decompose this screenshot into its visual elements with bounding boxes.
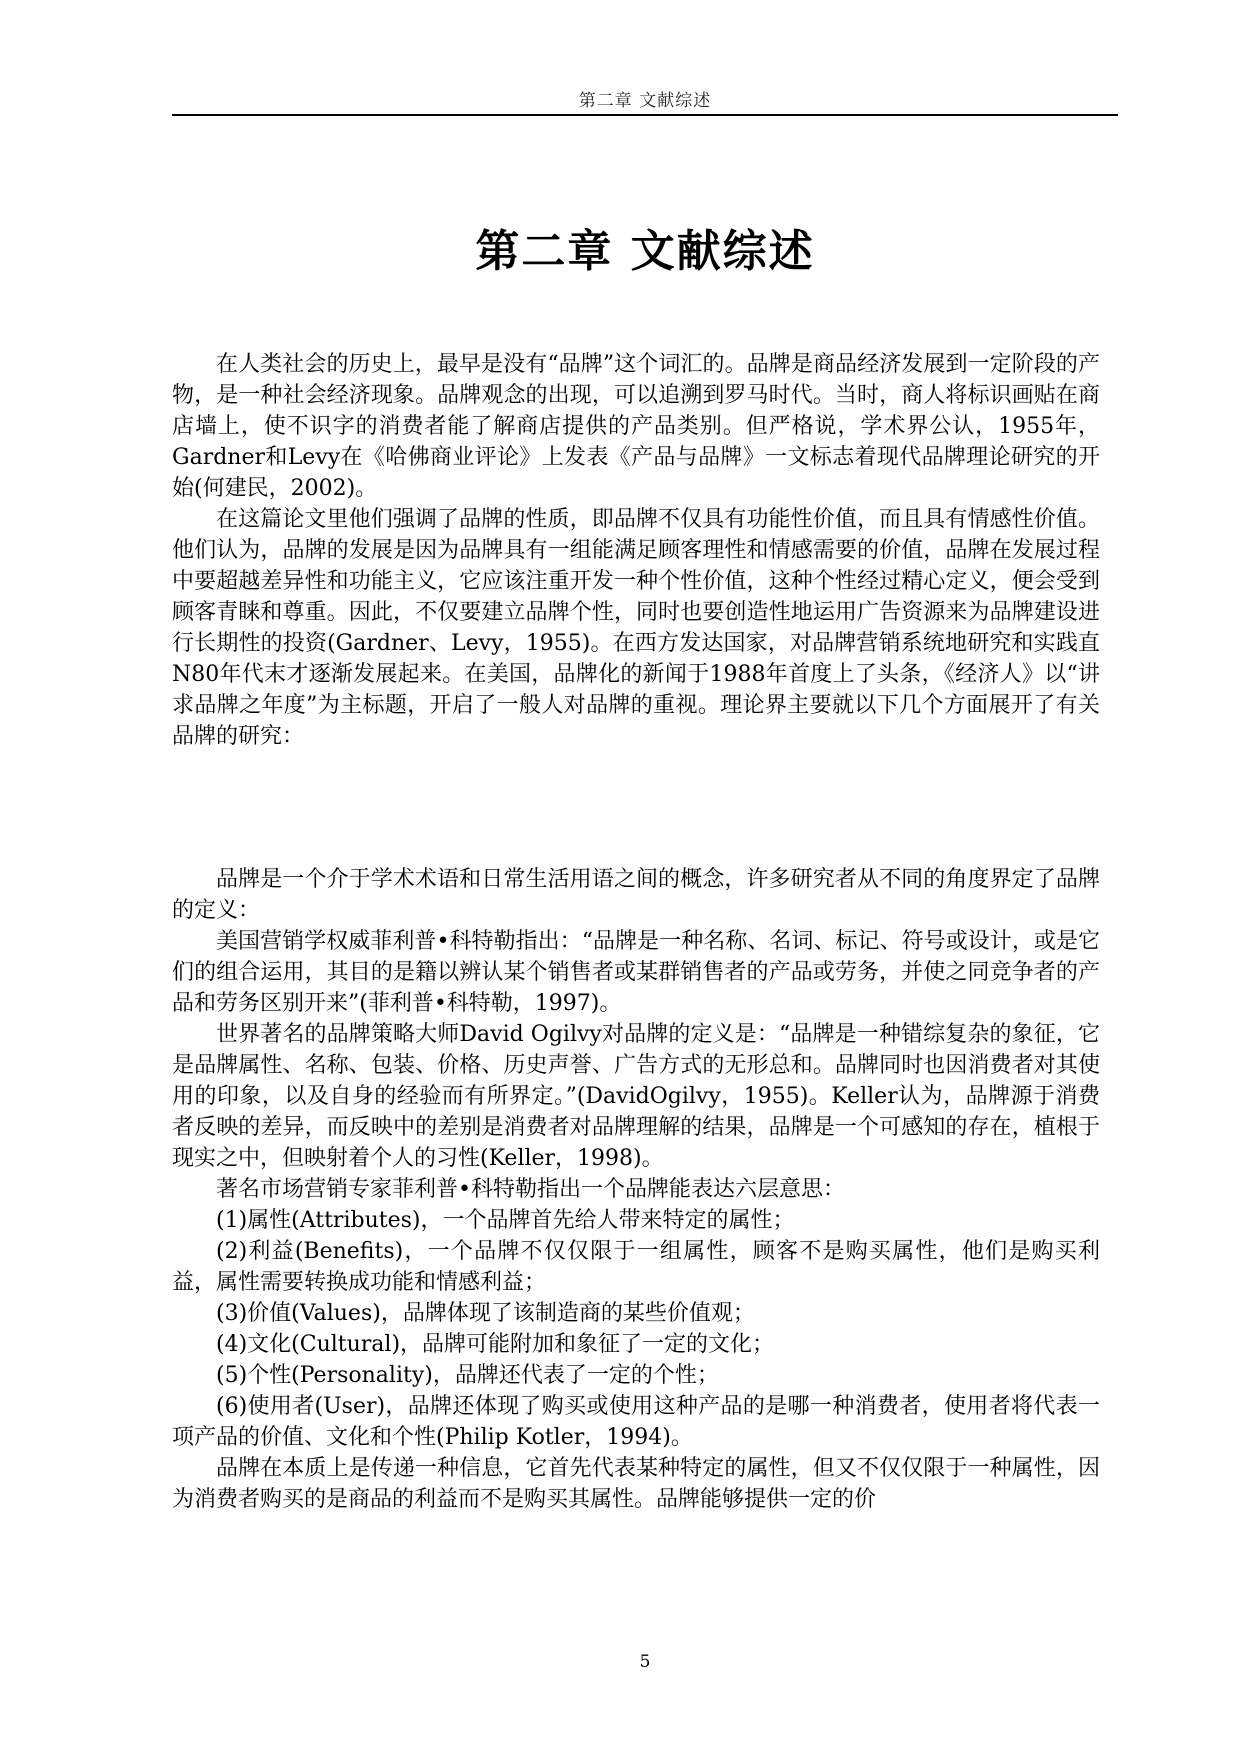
paragraph: 世界著名的品牌策略大师David Ogilvy对品牌的定义是：“品牌是一种错综复杂的象征，它是品牌属性、名称、包装、价格、历史声誉、广告方式的无形总和。品牌同时也因消费者对其使用的印象，以及自身的经验而有所界定。”(DavidOgilvy，1955)。Keller认为，品牌源于消费者反映的差异，而反映中的差别是消费者对品牌理解的结果，品牌是一个可感知的存在，植根于现实之中，但映射着个人的习性(Keller，1998)。	[172, 1022, 1100, 1171]
paragraph: 品牌在本质上是传递一种信息，它首先代表某种特定的属性，但又不仅仅限于一种属性，因为消费者购买的是商品的利益而不是购买其属性。品牌能够提供一定的价	[172, 1456, 1100, 1512]
list-item: (5)个性(Personality)，品牌还代表了一定的个性；	[216, 1363, 719, 1388]
page-number: 5	[639, 1652, 651, 1672]
header-rule	[172, 114, 1118, 116]
paragraph: 品牌是一个介于学术术语和日常生活用语之间的概念，许多研究者从不同的角度界定了品牌的定义：	[172, 867, 1100, 923]
list-item: (2)利益(Benefits)，一个品牌不仅仅限于一组属性，顾客不是购买属性，他们是购买利益，属性需要转换成功能和情感利益；	[172, 1239, 1100, 1295]
intro-section	[172, 349, 1100, 752]
definition-section	[172, 864, 1100, 1515]
chapter-title: 第二章 文献综述	[475, 226, 815, 278]
paragraph: 著名市场营销专家菲利普•科特勒指出一个品牌能表达六层意思：	[216, 1177, 845, 1202]
paragraph: 在人类社会的历史上，最早是没有“品牌”这个词汇的。品牌是商品经济发展到一定阶段的产物，是一种社会经济现象。品牌观念的出现，可以追溯到罗马时代。当时，商人将标识画贴在商店墙上，使不识字的消费者能了解商店提供的产品类别。但严格说，学术界公认，1955年，Gardner和Levy在《哈佛商业评论》上发表《产品与品牌》一文标志着现代品牌理论研究的开始(何建民，2002)。	[172, 352, 1100, 501]
running-header: 第二章 文献综述	[578, 91, 712, 111]
list-item: (4)文化(Cultural)，品牌可能附加和象征了一定的文化；	[216, 1332, 775, 1357]
list-item: (3)价值(Values)，品牌体现了该制造商的某些价值观；	[216, 1301, 755, 1326]
list-item: (1)属性(Attributes)，一个品牌首先给人带来特定的属性；	[216, 1208, 795, 1233]
list-item: (6)使用者(User)，品牌还体现了购买或使用这种产品的是哪一种消费者，使用者将代表一项产品的价值、文化和个性(Philip Kotler，1994)。	[172, 1394, 1100, 1450]
paragraph: 美国营销学权威菲利普•科特勒指出：“品牌是一种名称、名词、标记、符号或设计，或是它们的组合运用，其目的是籍以辨认某个销售者或某群销售者的产品或劳务，并使之同竞争者的产品和劳务区别开来”(菲利普•科特勒，1997)。	[172, 929, 1100, 1016]
paragraph: 在这篇论文里他们强调了品牌的性质，即品牌不仅具有功能性价值，而且具有情感性价值。他们认为，品牌的发展是因为品牌具有一组能满足顾客理性和情感需要的价值，品牌在发展过程中要超越差异性和功能主义，它应该注重开发一种个性价值，这种个性经过精心定义，便会受到顾客青睐和尊重。因此，不仅要建立品牌个性，同时也要创造性地运用广告资源来为品牌建设进行长期性的投资(Gardner、Levy，1955)。在西方发达国家，对品牌营销系统地研究和实践直N80年代末才逐渐发展起来。在美国，品牌化的新闻于1988年首度上了头条，《经济人》以“讲求品牌之年度”为主标题，开启了一般人对品牌的重视。理论界主要就以下几个方面展开了有关品牌的研究：	[172, 507, 1100, 749]
